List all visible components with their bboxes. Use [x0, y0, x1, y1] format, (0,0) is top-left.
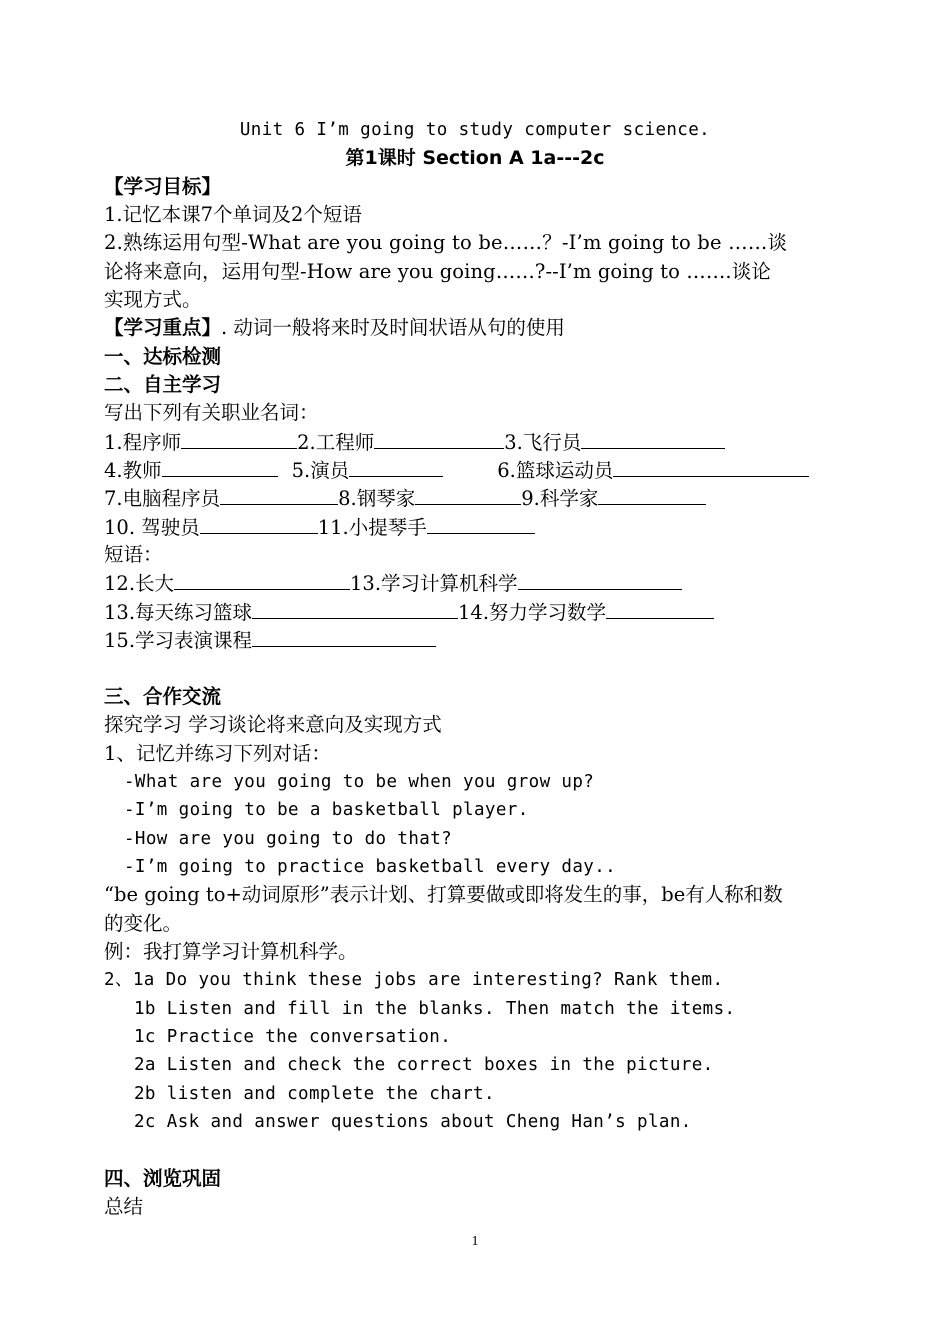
vocab-item-6: 6.篮球运动员	[497, 459, 614, 482]
section-4-heading: 四、浏览巩固	[104, 1167, 222, 1190]
task-line-1b: 1b Listen and fill in the blanks. Then match the items.	[134, 999, 736, 1019]
task-line-1a: 2、1a Do you think these jobs are interesting? Rank them.	[104, 970, 724, 990]
answer-blank[interactable]	[162, 456, 278, 477]
lesson-title	[0, 144, 950, 173]
phrases-intro: 短语：	[104, 543, 163, 566]
task-line-2a: 2a Listen and check the correct boxes in the picture.	[134, 1055, 714, 1075]
vocab-item-4: 4.教师	[104, 459, 162, 482]
focus-heading: 【学习重点】	[104, 316, 222, 339]
answer-blank[interactable]	[374, 428, 504, 449]
goal-item-2-line-2: 论将来意向，运用句型-How are you going……?--I’m going to …….谈论	[104, 260, 771, 283]
dialog-line-2: -I’m going to be a basketball player.	[124, 800, 529, 820]
phrase-item-13: 13.学习计算机科学	[350, 572, 518, 595]
page-number: 1	[471, 1234, 479, 1249]
answer-blank[interactable]	[252, 626, 436, 647]
answer-blank[interactable]	[181, 428, 297, 449]
grammar-example: 例：我打算学习计算机科学。	[104, 940, 358, 963]
answer-blank[interactable]	[598, 484, 706, 505]
phrase-row-1	[104, 569, 854, 599]
vocab-item-11: 11.小提琴手	[317, 516, 427, 539]
dialog-line-3: -How are you going to do that?	[124, 829, 453, 849]
answer-blank[interactable]	[349, 456, 443, 477]
vocab-row-3	[104, 484, 854, 514]
dialog-line-4: -I’m going to practice basketball every day..	[124, 857, 617, 877]
answer-blank[interactable]	[415, 484, 521, 505]
task-line-1c: 1c Practice the conversation.	[134, 1027, 452, 1047]
unit-title: Unit 6 I’m going to study computer science.	[239, 120, 711, 140]
phrase-row-3	[104, 626, 854, 656]
vocab-item-2: 2.工程师	[297, 431, 375, 454]
dialog-intro: 1、记忆并练习下列对话：	[104, 742, 331, 765]
vocab-row-1	[104, 428, 854, 458]
vocab-item-1: 1.程序师	[104, 431, 182, 454]
answer-blank[interactable]	[174, 569, 350, 590]
answer-blank[interactable]	[606, 598, 714, 619]
phrase-item-13b: 13.每天练习篮球	[104, 601, 253, 624]
lesson-title-text: 第1课时 Section A 1a---2c	[345, 147, 605, 169]
phrase-item-14: 14.努力学习数学	[458, 601, 607, 624]
summary-label: 总结	[104, 1195, 144, 1218]
phrase-item-12: 12.长大	[104, 572, 175, 595]
phrase-row-2	[104, 598, 854, 628]
phrase-item-15: 15.学习表演课程	[104, 629, 253, 652]
vocab-item-8: 8.钢琴家	[338, 487, 416, 510]
focus-text: . 动词一般将来时及时间状语从句的使用	[221, 316, 565, 339]
dialog-line-1: -What are you going to be when you grow up?	[124, 772, 595, 792]
answer-blank[interactable]	[200, 513, 318, 534]
answer-blank[interactable]	[581, 428, 725, 449]
grammar-line-2: 的变化。	[104, 912, 183, 935]
answer-blank[interactable]	[252, 598, 458, 619]
answer-blank[interactable]	[613, 456, 809, 477]
vocab-item-9: 9.科学家	[521, 487, 599, 510]
focus-line	[104, 314, 854, 343]
section-2-heading: 二、自主学习	[104, 373, 222, 396]
section-1-heading: 一、达标检测	[104, 345, 222, 368]
explore-line: 探究学习 学习谈论将来意向及实现方式	[104, 713, 442, 736]
task-line-2c: 2c Ask and answer questions about Cheng Han’s plan.	[134, 1112, 692, 1132]
vocab-item-10: 10. 驾驶员	[104, 516, 200, 539]
answer-blank[interactable]	[518, 569, 682, 590]
section-3-heading: 三、合作交流	[104, 685, 222, 708]
vocab-item-5: 5.演员	[291, 459, 350, 482]
vocab-intro: 写出下列有关职业名词：	[104, 401, 319, 424]
goal-item-1: 1.记忆本课7个单词及2个短语	[104, 203, 362, 226]
vocab-item-7: 7.电脑程序员	[104, 487, 221, 510]
vocab-row-2	[104, 456, 854, 486]
goals-heading: 【学习目标】	[104, 175, 222, 198]
answer-blank[interactable]	[427, 513, 535, 534]
task-line-2b: 2b listen and complete the chart.	[134, 1084, 495, 1104]
goal-item-2-line-3: 实现方式。	[104, 288, 202, 311]
answer-blank[interactable]	[220, 484, 338, 505]
grammar-line-1: “be going to+动词原形”表示计划、打算要做或即将发生的事，be有人称和数	[104, 883, 783, 906]
goal-item-2-line-1: 2.熟练运用句型-What are you going to be……？-I’m going to be ……谈	[104, 231, 788, 254]
vocab-item-3: 3.飞行员	[504, 431, 582, 454]
vocab-row-4	[104, 513, 854, 543]
